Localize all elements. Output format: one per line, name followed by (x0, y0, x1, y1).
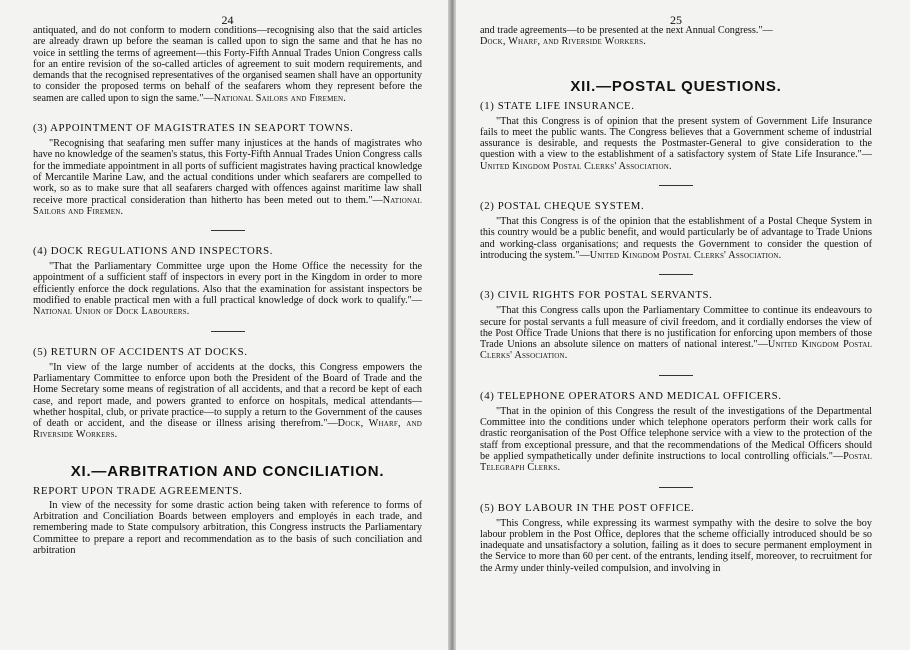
page-number: 24 (221, 13, 234, 27)
resolution-text (480, 116, 872, 172)
section-heading: (3) CIVIL RIGHTS FOR POSTAL SERVANTS. (480, 289, 713, 302)
attribution: National Union of Dock Labourers. (33, 306, 190, 318)
resolution-text (480, 518, 872, 574)
attribution: Dock, Wharf, and Riverside Workers. (33, 418, 422, 441)
chapter-title: XI.—ARBITRATION AND CONCILIATION. (70, 462, 385, 480)
body-text: "Recognising that seafaring men suffer many injustices at the hands of magistrates who have no knowledge of the seamen's status, this Forty-Fifth Annual Trades Union Congress calls for the immediate appointment in all ports of sufficient magistrates having practical knowledge of Mercantile Marine Law, and the actual conditions under which seafarers are compelled to work, so as to make sure that all seafarers charged with offences against maritime law shall receive more practical consideration than hitherto has been meted out to them."— (33, 138, 422, 206)
attribution: United Kingdom Postal Clerks' Association. (480, 160, 672, 172)
attribution: National Sailors and Firemen. (33, 194, 422, 217)
chapter-body: In view of the necessity for some drastic action being taken with reference to forms of Arbitration and Conciliation Boards between employers and employés in each trade, and remembering made to State compulsory arbitration, this Congress instructs the Parliamentary Committee to prepare a report and recommendation as to the basis of such conciliation and arbitration (33, 499, 422, 556)
resolution-section (480, 200, 872, 261)
body-text: "That the Parliamentary Committee urge upon the Home Office the necessity for the appointment of a sufficient staff of inspectors in every port in the Kingdom in order to more efficiently enforce the dock regulations. Also that the examination for assistant inspectors be modified to enable practical men with a full practical knowledge of dock work to qualify."— (33, 261, 422, 307)
resolution-section (33, 122, 422, 217)
section-divider (659, 375, 693, 376)
attribution: United Kingdom Postal Clerks' Association. (589, 249, 782, 261)
resolution-text (480, 406, 872, 474)
section-divider (659, 185, 693, 186)
section-heading: (4) TELEPHONE OPERATORS AND MEDICAL OFFICERS. (480, 389, 782, 402)
paragraph-text: and trade agreements—to be presented at the next Annual Congress."— (480, 25, 773, 36)
resolution-text (33, 261, 422, 317)
body-text: "That this Congress is of opinion that the present system of Government Life Insurance fails to meet the public wants. The Congress believes that a Government scheme of industrial assurance is desirable, and requests the Postmaster-General to give consideration to the question with a view to the establishment of a satisfactory system of State Life Insurance."— (480, 115, 872, 161)
spacer (33, 441, 422, 463)
continued-paragraph (33, 25, 422, 104)
resolution-section (480, 390, 872, 474)
spacer (480, 48, 872, 78)
section-divider (659, 274, 693, 275)
section-heading: (5) BOY LABOUR IN THE POST OFFICE. (480, 501, 695, 514)
attribution: United Kingdom Postal Clerks' Association. (480, 339, 872, 362)
continued-paragraph (480, 25, 872, 48)
body-text: "This Congress, while expressing its warmest sympathy with the desire to solve the boy labour problem in the Post Office, deplores that the scheme officially introduced should be so inadequate and unsatisfactory a solution, failing as it does to secure permanent employment in the Service to more than 60 per cent. of the entrants, lending itself, moreover, to recruitment for the Army under thinly-veiled compulsion, and involving in (480, 517, 872, 574)
page-number: 25 (670, 13, 682, 27)
body-text: "That this Congress is of the opinion that the establishment of a Postal Cheque System in this country would be a public benefit, and would particularly be of advantage to Trade Unions and working-class organisations; and requests the Government to consider the question of introducing the system."— (480, 216, 872, 261)
section-heading: (5) RETURN OF ACCIDENTS AT DOCKS. (33, 345, 248, 358)
section-divider (211, 230, 245, 231)
resolution-text (480, 305, 872, 361)
body-text: "That this Congress calls upon the Parliamentary Committee to continue its endeavours to secure for postal servants a full measure of civil freedom, and it cordially endorses the view of the Post Office Trade Unions that there is no justification for enforcing upon members of those Trade Unions an absolute silence on matters of national interest."— (480, 305, 872, 351)
resolution-section (480, 289, 872, 361)
body-text: "That in the opinion of this Congress the result of the investigations of the Departmental Committee into the conditions under which telephone operators perform their work calls for drastic reorganisation of the Post Office telephone service with a view to the protection of the staff from exceptional pressure, and that the recommendations of the Medical Officers should be applied sympathetically under definite instructions to local controlling officials."— (480, 405, 872, 462)
resolution-section (33, 245, 422, 317)
left-page (0, 0, 452, 650)
attribution: Postal Telegraph Clerks. (480, 450, 872, 474)
resolution-section (480, 502, 872, 574)
attribution: Dock, Wharf, and Riverside Workers. (480, 36, 646, 48)
attribution: National Sailors and Firemen. (213, 92, 346, 104)
resolution-section (480, 100, 872, 172)
chapter-title: XII.—POSTAL QUESTIONS. (570, 77, 782, 95)
body-text: "In view of the large number of accidents at the docks, this Congress empowers the Parliamentary Committee to enforce upon both the President of the Board of Trade and the Home Secretary some means of registration of all accidents, and that a record be kept of each case, and report made, and powers granted to enforce on hospitals, medical attendants—whether hospital, club, or private practice—to supply a return to the Government of the causes of death or accident, and the disease or illness arising therefrom."— (33, 361, 422, 430)
section-heading: (2) POSTAL CHEQUE SYSTEM. (480, 200, 645, 213)
right-page (456, 0, 910, 650)
resolution-text (33, 138, 422, 217)
section-heading: (3) APPOINTMENT OF MAGISTRATES IN SEAPORT TOWNS. (33, 122, 354, 135)
paragraph-text: antiquated, and do not conform to modern conditions—recognising also that the said articles are already drawn up before the seaman is called upon to sign the same and that he has no voice in settling the terms of agreement—this Forty-Fifth Annual Trades Union Congress calls for an entire revision of the so-called articles of agreement to suit modern requirements, and demands that the recognised representatives of the organised seamen shall have an opportunity to consider the proposed terms on behalf of the seafarers whom they represent before the seamen are called upon to sign the same."— (33, 25, 422, 104)
section-heading: (1) STATE LIFE INSURANCE. (480, 99, 635, 112)
resolution-section (33, 346, 422, 441)
section-heading: (4) DOCK REGULATIONS AND INSPECTORS. (33, 245, 274, 258)
chapter-subheading: REPORT UPON TRADE AGREEMENTS. (33, 484, 243, 497)
resolution-text (33, 362, 422, 441)
section-divider (659, 487, 693, 488)
section-divider (211, 331, 245, 332)
resolution-text (480, 216, 872, 261)
